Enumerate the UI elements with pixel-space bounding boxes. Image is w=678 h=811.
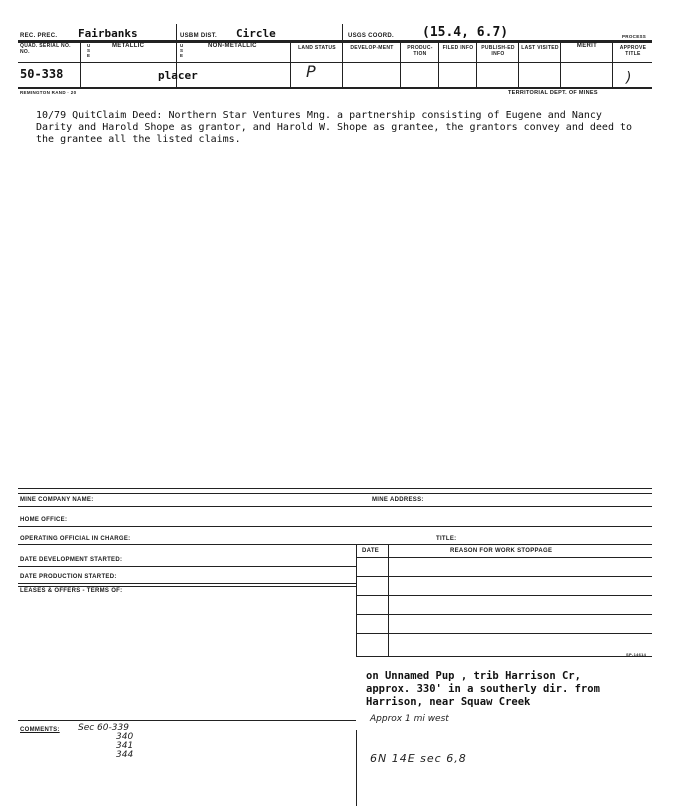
- location-line-1: on Unnamed Pup , trib Harrison Cr,: [366, 670, 581, 682]
- date-production-label: DATE PRODUCTION STARTED:: [20, 574, 117, 580]
- land-status-value: P: [306, 62, 316, 81]
- form-number: SP-14614: [626, 652, 647, 657]
- development-label: DEVELOP-MENT: [350, 45, 394, 51]
- nonmetallic-label: NON-METALLIC: [208, 43, 257, 49]
- mine-company-name-label: MINE COMPANY NAME:: [20, 497, 94, 503]
- location-line-3: Harrison, near Squaw Creek: [366, 696, 531, 708]
- approve-mark: ): [626, 70, 632, 86]
- comments-values: [78, 724, 133, 760]
- rec-prec-label: REC. PREC.: [20, 33, 58, 39]
- mine-address-label: MINE ADDRESS:: [372, 497, 424, 503]
- reason-column-label: REASON FOR WORK STOPPAGE: [450, 548, 553, 554]
- location-text: [366, 670, 600, 709]
- metallic-label: METALLIC: [112, 43, 145, 49]
- usgs-coord-value: (15.4, 6.7): [422, 25, 509, 40]
- location-line-2: approx. 330' in a southerly dir. from: [366, 683, 600, 695]
- handwritten-note-west: Approx 1 mi west: [370, 714, 449, 724]
- leases-label: LEASES & OFFERS - TERMS OF:: [20, 588, 123, 594]
- serial-value: 50-338: [20, 67, 64, 81]
- title-label: TITLE:: [436, 536, 457, 542]
- production-label: PRODUC-TION: [407, 45, 433, 57]
- approve-title-label: APPROVE TITLE: [619, 45, 647, 57]
- handwritten-note-township: 6N 14E sec 6,8: [370, 752, 467, 765]
- usgs-coord-label: USGS COORD.: [348, 33, 394, 39]
- comments-label: COMMENTS:: [20, 727, 60, 733]
- date-column-label: DATE: [362, 548, 380, 554]
- usbm-dist-value: Circle: [236, 27, 276, 40]
- land-status-label: LAND STATUS: [298, 45, 336, 51]
- quitclaim-deed-text: 10/79 QuitClaim Deed: Northern Star Ventures Mng. a partnership consisting of Eugene and Nancy Darity and Harold Shope as grantor, and Harold W. Shope as grantee, the grantors convey and deed to the grantee all the listed claims.: [36, 110, 633, 145]
- use-letters-metallic: U S E: [87, 43, 91, 58]
- commodity-value: placer: [158, 69, 198, 82]
- rec-prec-value: Fairbanks: [78, 27, 138, 40]
- printer-label: REMINGTON RAND · 20: [20, 90, 77, 95]
- merit-label: MERIT: [576, 43, 598, 49]
- filed-info-label: FILED INFO: [442, 45, 474, 51]
- use-letters-nonmetallic: U S E: [180, 43, 184, 58]
- usbm-dist-label: USBM DIST.: [180, 33, 218, 39]
- comment-341: 341: [116, 741, 134, 751]
- date-development-label: DATE DEVELOPMENT STARTED:: [20, 557, 123, 563]
- comment-344: 344: [116, 750, 134, 760]
- territorial-label: TERRITORIAL DEPT. OF MINES: [508, 90, 598, 96]
- comment-340: 340: [116, 732, 134, 742]
- operating-official-label: OPERATING OFFICIAL IN CHARGE:: [20, 536, 131, 542]
- comment-sec: Sec 60-339: [78, 723, 129, 733]
- quad-serial-label: QUAD. SERIAL NO. NO.: [20, 43, 71, 55]
- publish-info-label: PUBLISH-ED INFO: [481, 45, 515, 57]
- home-office-label: HOME OFFICE:: [20, 517, 68, 523]
- last-visited-label: LAST VISITED: [521, 45, 559, 51]
- process-label: PROCESS: [622, 34, 647, 39]
